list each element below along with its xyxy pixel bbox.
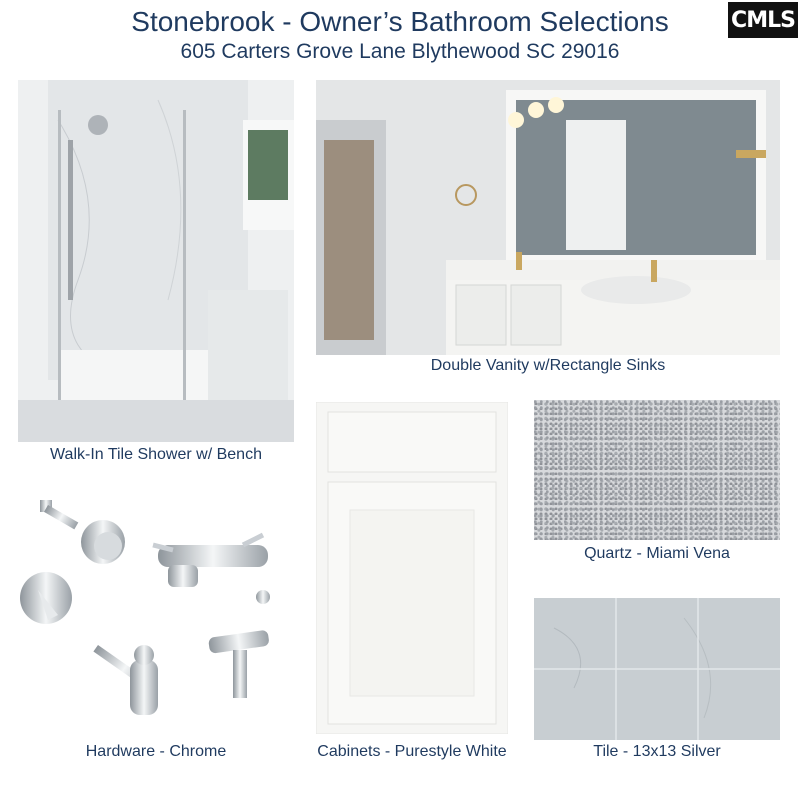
hardware-photo bbox=[18, 490, 298, 730]
tile-swatch bbox=[534, 598, 780, 740]
caption-vanity: Double Vanity w/Rectangle Sinks bbox=[430, 357, 666, 374]
caption-tile: Tile - 13x13 Silver bbox=[593, 743, 721, 760]
logo-text: CMLS bbox=[731, 7, 795, 33]
cabinet-door-photo bbox=[316, 402, 508, 734]
page-subtitle: 605 Carters Grove Lane Blythewood SC 29016 bbox=[180, 40, 620, 63]
shower-photo bbox=[18, 80, 294, 442]
caption-cabinets: Cabinets - Purestyle White bbox=[317, 743, 507, 760]
caption-hardware: Hardware - Chrome bbox=[85, 743, 227, 760]
page-title: Stonebrook - Owner’s Bathroom Selections bbox=[131, 6, 669, 37]
caption-shower: Walk-In Tile Shower w/ Bench bbox=[50, 446, 262, 463]
cmls-logo bbox=[728, 2, 798, 38]
quartz-swatch bbox=[534, 400, 780, 540]
caption-quartz: Quartz - Miami Vena bbox=[584, 545, 730, 562]
vanity-photo bbox=[316, 80, 780, 355]
